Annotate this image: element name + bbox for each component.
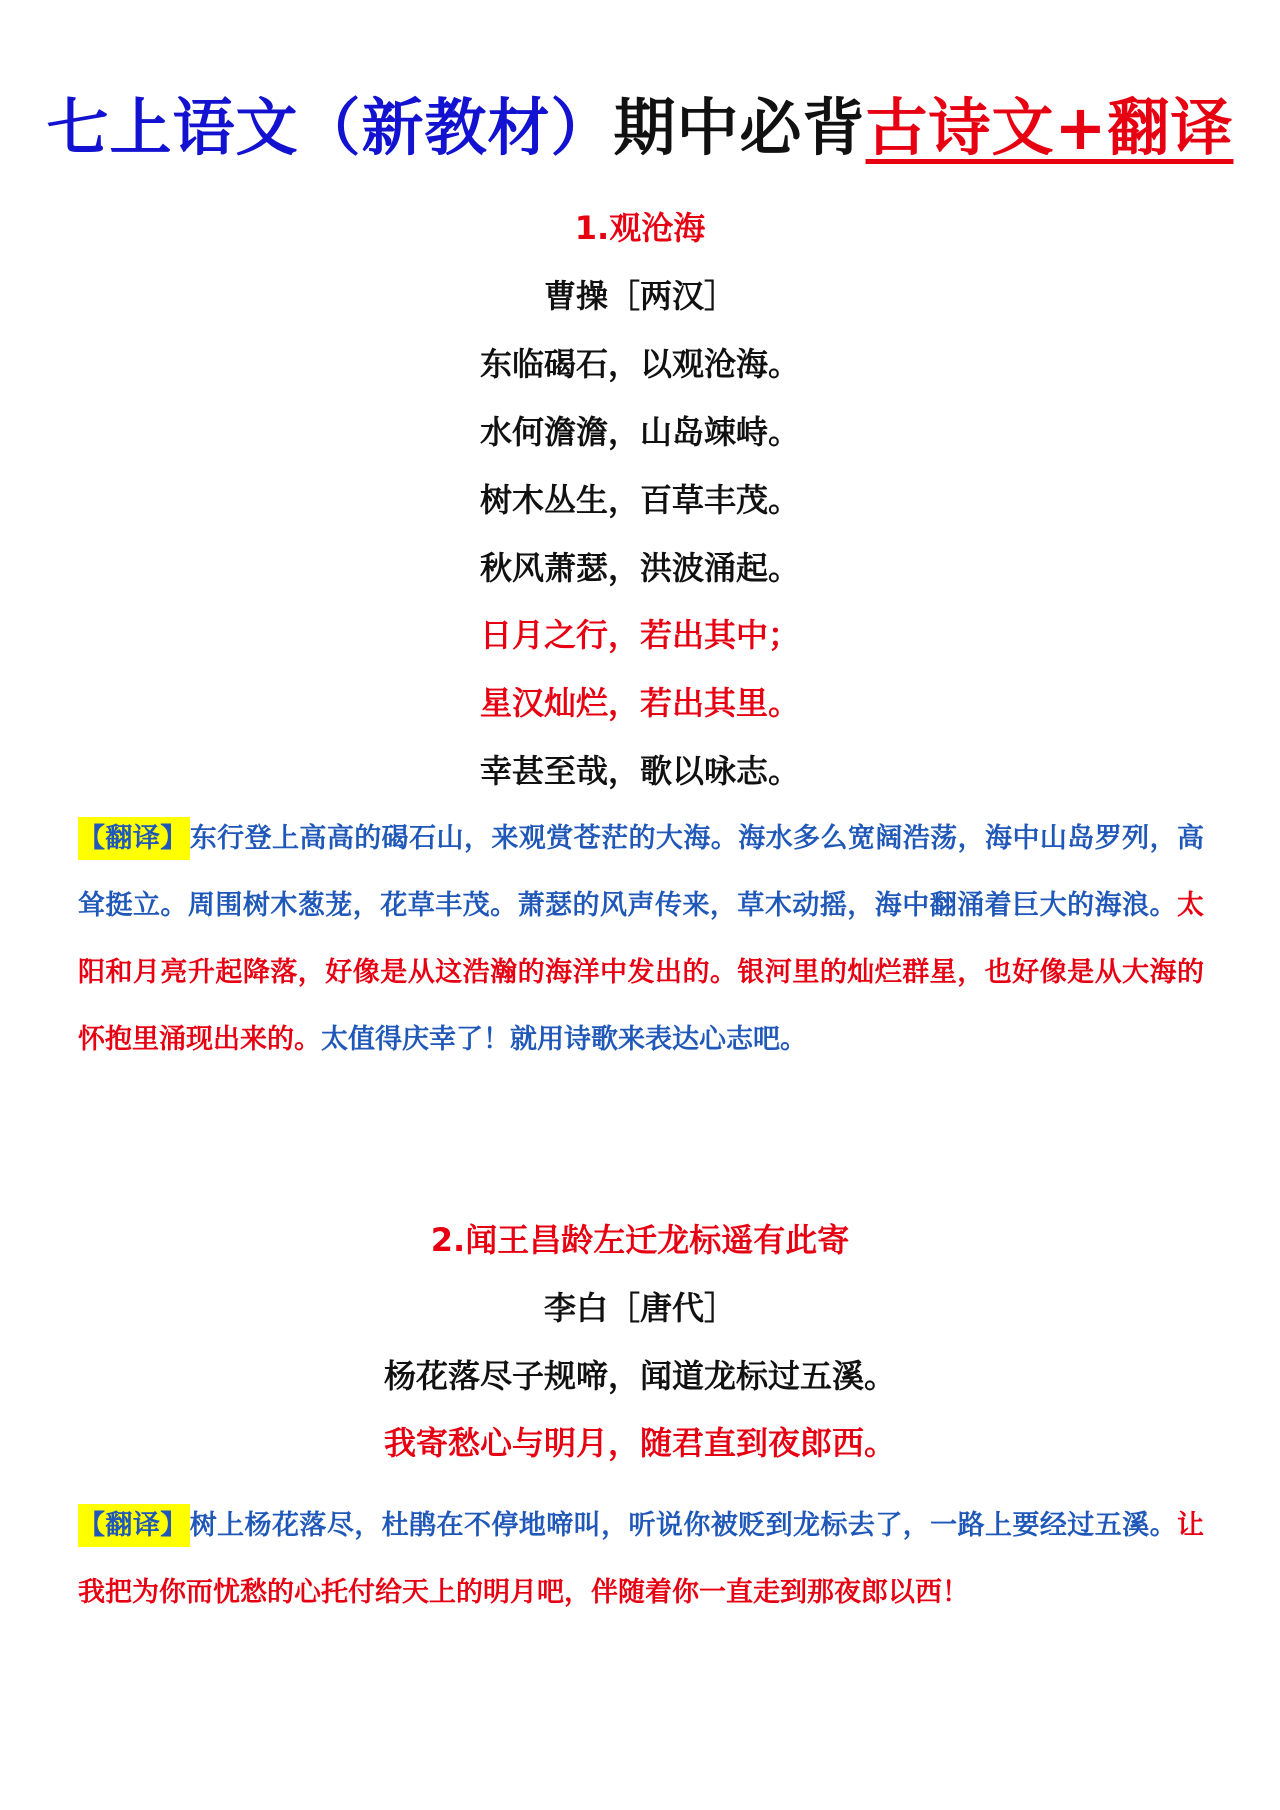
poem1-translation-red-1: 太阳和月亮升起降落，好像是从这浩瀚的海洋中发出的。银河里的灿烂群星，也好像是从大海的怀抱里涌现出来的。 — [78, 890, 1204, 1055]
poem2-translation-red-1: 让我把为你而忧愁的心托付给天上的明月吧，伴随着你一直走到那夜郎以西！ — [78, 1510, 1205, 1608]
poem1-line-2: 水何澹澹，山岛竦峙。 — [479, 413, 800, 451]
poem1-line-7: 幸甚至哉，歌以咏志。 — [479, 752, 800, 790]
poem2-author: 李白［唐代］ — [543, 1289, 736, 1327]
page-title — [0, 86, 1280, 170]
poem1-translation — [78, 805, 1204, 1073]
poem2-translation-blue-1: 树上杨花落尽，杜鹃在不停地啼叫，听说你被贬到龙标去了，一路上要经过五溪。 — [189, 1510, 1178, 1541]
title-part-red: 古诗文+翻译 — [865, 91, 1234, 164]
poem1-heading: 1.观沧海 — [574, 209, 706, 247]
poem1-translation-blue-2: 太值得庆幸了！就用诗歌来表达心志吧。 — [321, 1024, 807, 1055]
poem1-line-1: 东临碣石，以观沧海。 — [479, 345, 800, 383]
poem2-line-2: 我寄愁心与明月，随君直到夜郎西。 — [383, 1424, 896, 1462]
poem1-line-4: 秋风萧瑟，洪波涌起。 — [479, 549, 800, 587]
poem1-line-5: 日月之行，若出其中； — [479, 616, 800, 654]
title-part-black: 期中必背 — [613, 91, 866, 164]
poem2-line-1: 杨花落尽子规啼，闻道龙标过五溪。 — [383, 1357, 896, 1395]
poem1-line-3: 树木丛生，百草丰茂。 — [479, 481, 800, 519]
poem2-heading: 2.闻王昌龄左迁龙标遥有此寄 — [430, 1221, 850, 1259]
title-part-blue: 七上语文（新教材） — [46, 91, 614, 164]
poem1-translation-blue-1: 东行登上高高的碣石山，来观赏苍茫的大海。海水多么宽阔浩荡，海中山岛罗列，高耸挺立。周围树木葱茏，花草丰茂。萧瑟的风声传来，草木动摇，海中翻涌着巨大的海浪。 — [78, 823, 1205, 921]
poem1-author: 曹操［两汉］ — [543, 277, 736, 315]
poem2-translation-tag: 【翻译】 — [78, 1504, 190, 1547]
poem2-translation — [78, 1492, 1204, 1626]
poem1-translation-tag: 【翻译】 — [78, 817, 190, 860]
poem1-line-6: 星汉灿烂，若出其里。 — [479, 684, 800, 722]
